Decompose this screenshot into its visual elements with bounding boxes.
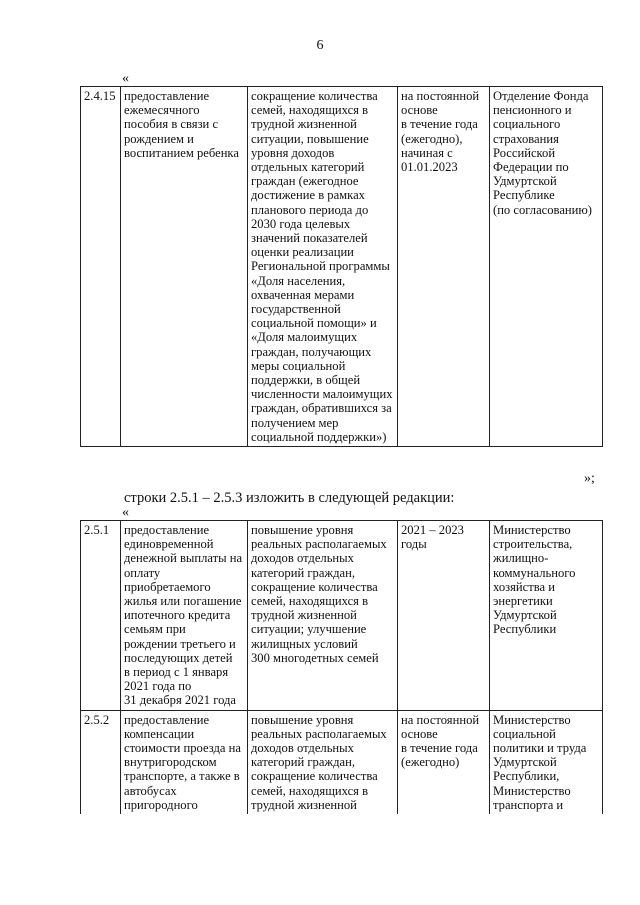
term-cell: на постоянной основе в течение года (ежегодно) [398, 710, 490, 814]
table-row [81, 521, 603, 711]
executor-cell: Отделение Фонда пенсионного и социального страхования Российской Федерации по Удмуртской Республике (по согласованию) [490, 87, 603, 447]
row-number-cell: 2.4.15 [81, 87, 121, 447]
result-cell: повышение уровня реальных располагаемых доходов отдельных категорий граждан, сокращение количества семей, находящихся в трудной жизненной [248, 710, 398, 814]
result-cell: сокращение количества семей, находящихся в трудной жизненной ситуации, повышение уровня доходов отдельных категорий граждан (ежегодное достижение в рамках планового периода до 2030 года целевых значений показателей оценки реализации Региональной программы «Доля населения, охваченная мерами государственной социальной помощи» и «Доля малоимущих граждан, получающих меры социальной поддержки, в общей численности малоимущих граждан, обратившихся за получением мер социальной поддержки») [248, 87, 398, 447]
result-cell: повышение уровня реальных располагаемых доходов отдельных категорий граждан, сокращение количества семей, находящихся в трудной жизненной ситуации; улучшение жилищных условий 300 многодетных семей [248, 521, 398, 711]
closing-quote-mark: »; [584, 471, 595, 486]
opening-quote-mark-2: « [122, 505, 129, 520]
row-number-cell: 2.5.1 [81, 521, 121, 711]
amendment-instruction: строки 2.5.1 – 2.5.3 изложить в следующей редакции: [124, 490, 455, 506]
table-row [81, 710, 603, 814]
term-cell: на постоянной основе в течение года (ежегодно), начиная с 01.01.2023 [398, 87, 490, 447]
measures-table-continued [80, 86, 603, 447]
measures-table-new-edition [80, 520, 603, 814]
row-number-cell: 2.5.2 [81, 710, 121, 814]
table-row [81, 87, 603, 447]
opening-quote-mark: « [122, 71, 129, 86]
measure-cell: предоставление компенсации стоимости проезда на внутригородском транспорте, а также в автобусах пригородного [121, 710, 248, 814]
term-cell: 2021 – 2023 годы [398, 521, 490, 711]
executor-cell: Министерство строительства, жилищно- коммунального хозяйства и энергетики Удмуртской Республики [490, 521, 603, 711]
measure-cell: предоставление ежемесячного пособия в связи с рождением и воспитанием ребенка [121, 87, 248, 447]
measure-cell: предоставление единовременной денежной выплаты на оплату приобретаемого жилья или погашение ипотечного кредита семьям при рождении третьего и последующих детей в период с 1 января 2021 года по 31 декабря 2021 года [121, 521, 248, 711]
executor-cell: Министерство социальной политики и труда Удмуртской Республики, Министерство транспорта и [490, 710, 603, 814]
page-number: 6 [316, 38, 324, 53]
